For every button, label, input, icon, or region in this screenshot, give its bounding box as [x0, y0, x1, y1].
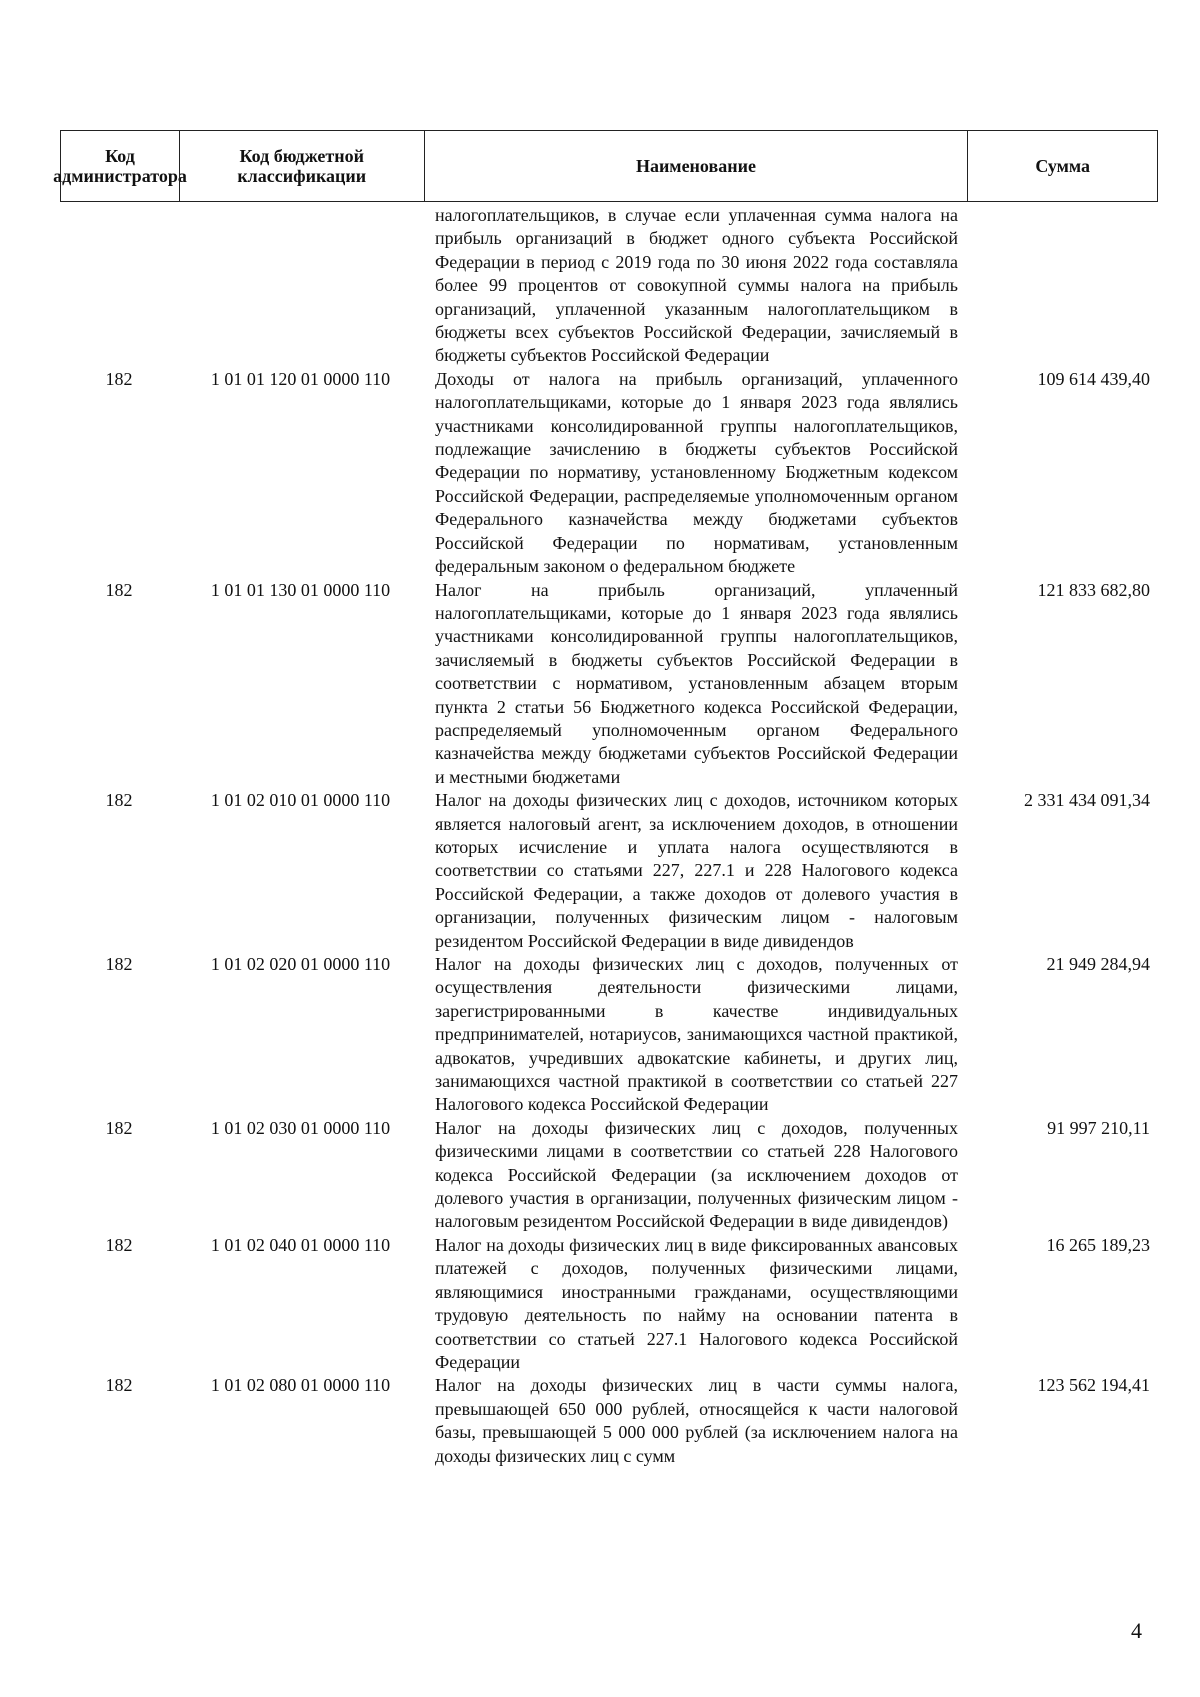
table-header — [53, 130, 1158, 202]
page-number: 4 — [1131, 1618, 1142, 1643]
budget-code: 1 01 02 030 01 0000 110 — [210, 1117, 391, 1138]
row-name: Налог на доходы физических лиц с доходов, полученных физическими лицами в соответствии со статьей 228 Налогового кодекса Российской Федерации (за исключением доходов от долевого участия в организации, полученных физическим лицом - налоговым резидентом Российской Федерации в виде дивидендов) — [435, 1117, 958, 1232]
table-row-continuation — [60, 202, 1158, 368]
row-sum: 109 614 439,40 — [1037, 368, 1150, 389]
admin-code: 182 — [105, 368, 133, 389]
admin-code: 182 — [105, 790, 133, 811]
row-sum: 91 997 210,11 — [1047, 1117, 1150, 1138]
row-name: Налог на доходы физических лиц с доходов, источником которых является налоговый агент, за исключением доходов, в отношении которых исчисление и уплата налога осуществляются в соответствии со статьями 227, 227.1 и 228 Налогового кодекса Российской Федерации, а также доходов от долевого участия в организации, полученных физическим лицом - налоговым резидентом Российской Федерации в виде дивидендов — [435, 790, 958, 951]
table-row — [60, 1117, 1158, 1234]
budget-code: 1 01 02 040 01 0000 110 — [210, 1234, 391, 1255]
header-name: Наименование — [424, 131, 968, 201]
table-row — [60, 1374, 1158, 1468]
admin-code: 182 — [105, 954, 133, 974]
row-sum: 121 833 682,80 — [1037, 579, 1150, 600]
row-sum: 123 562 194,41 — [1037, 1375, 1150, 1396]
table-body — [60, 202, 1158, 1468]
header-budget-code: Код бюджетной классификации — [179, 131, 424, 201]
row-name: Налог на прибыль организаций, уплаченный налогоплательщиками, которые до 1 января 2023 года являлись участниками консолидированной группы налогоплательщиков, зачисляемый в бюджеты субъектов Российской Федерации в соответствии с нормативом, установленным абзацем вторым пункта 2 статьи 56 Бюджетного кодекса Российской Федерации, распределяемый уполномоченным органом Федерального казначейства между бюджетами субъектов Российской Федерации и местными бюджетами — [435, 579, 958, 787]
header-sum: Сумма — [967, 131, 1157, 201]
budget-code: 1 01 02 020 01 0000 110 — [210, 954, 391, 974]
table-row — [60, 579, 1158, 790]
continuation-text: налогоплательщиков, в случае если уплаченная сумма налога на прибыль организаций в бюджет одного субъекта Российской Федерации в период с 2019 года по 30 июня 2022 года составляла более 99 процентов от совокупной суммы налога на прибыль организаций, уплаченной указанным налогоплательщиком в бюджеты всех субъектов Российской Федерации, зачисляемый в бюджеты субъектов Российской Федерации — [435, 205, 958, 366]
budget-code: 1 01 02 080 01 0000 110 — [210, 1375, 391, 1396]
row-name: Налог на доходы физических лиц в виде фиксированных авансовых платежей с доходов, полученных физическими лицами, являющимися иностранными гражданами, осуществляющими трудовую деятельность по найму на основании патента в соответствии со статьей 227.1 Налогового кодекса Российской Федерации — [435, 1234, 958, 1372]
budget-code: 1 01 02 010 01 0000 110 — [210, 790, 391, 811]
row-name: Налог на доходы физических лиц с доходов, полученных от осуществления деятельности физическими лицами, зарегистрированными в качестве индивидуальных предпринимателей, нотариусов, занимающихся частной практикой, адвокатов, учредивших адвокатские кабинеты, и других лиц, занимающихся частной практикой в соответствии со статьей 227 Налогового кодекса Российской Федерации — [435, 954, 958, 1115]
header-admin-code: Код администратора — [53, 146, 187, 186]
admin-code: 182 — [105, 1117, 133, 1138]
admin-code: 182 — [105, 579, 133, 600]
admin-code: 182 — [105, 1234, 133, 1255]
table-row — [60, 789, 1158, 953]
table-row — [60, 1234, 1158, 1374]
admin-code: 182 — [105, 1375, 133, 1396]
budget-code: 1 01 01 130 01 0000 110 — [210, 579, 391, 600]
table-row — [60, 953, 1158, 1117]
row-name: Налог на доходы физических лиц в части суммы налога, превышающей 650 000 рублей, относящейся к части налоговой базы, превышающей 5 000 000 рублей (за исключением налога на доходы физических лиц с сумм — [435, 1375, 958, 1466]
row-name: Доходы от налога на прибыль организаций, уплаченного налогоплательщиками, которые до 1 января 2023 года являлись участниками консолидированной группы налогоплательщиков, подлежащие зачислению в бюджеты субъектов Российской Федерации по нормативу, установленному Бюджетным кодексом Российской Федерации, распределяемые уполномоченным органом Федерального казначейства между бюджетами субъектов Российской Федерации по нормативам, установленным федеральным законом о федеральном бюджете — [435, 368, 958, 577]
row-sum: 21 949 284,94 — [1046, 954, 1150, 974]
table-row — [60, 368, 1158, 579]
row-sum: 16 265 189,23 — [1046, 1234, 1150, 1255]
budget-code: 1 01 01 120 01 0000 110 — [210, 368, 391, 389]
row-sum: 2 331 434 091,34 — [1024, 790, 1150, 811]
budget-table — [53, 130, 1158, 1468]
